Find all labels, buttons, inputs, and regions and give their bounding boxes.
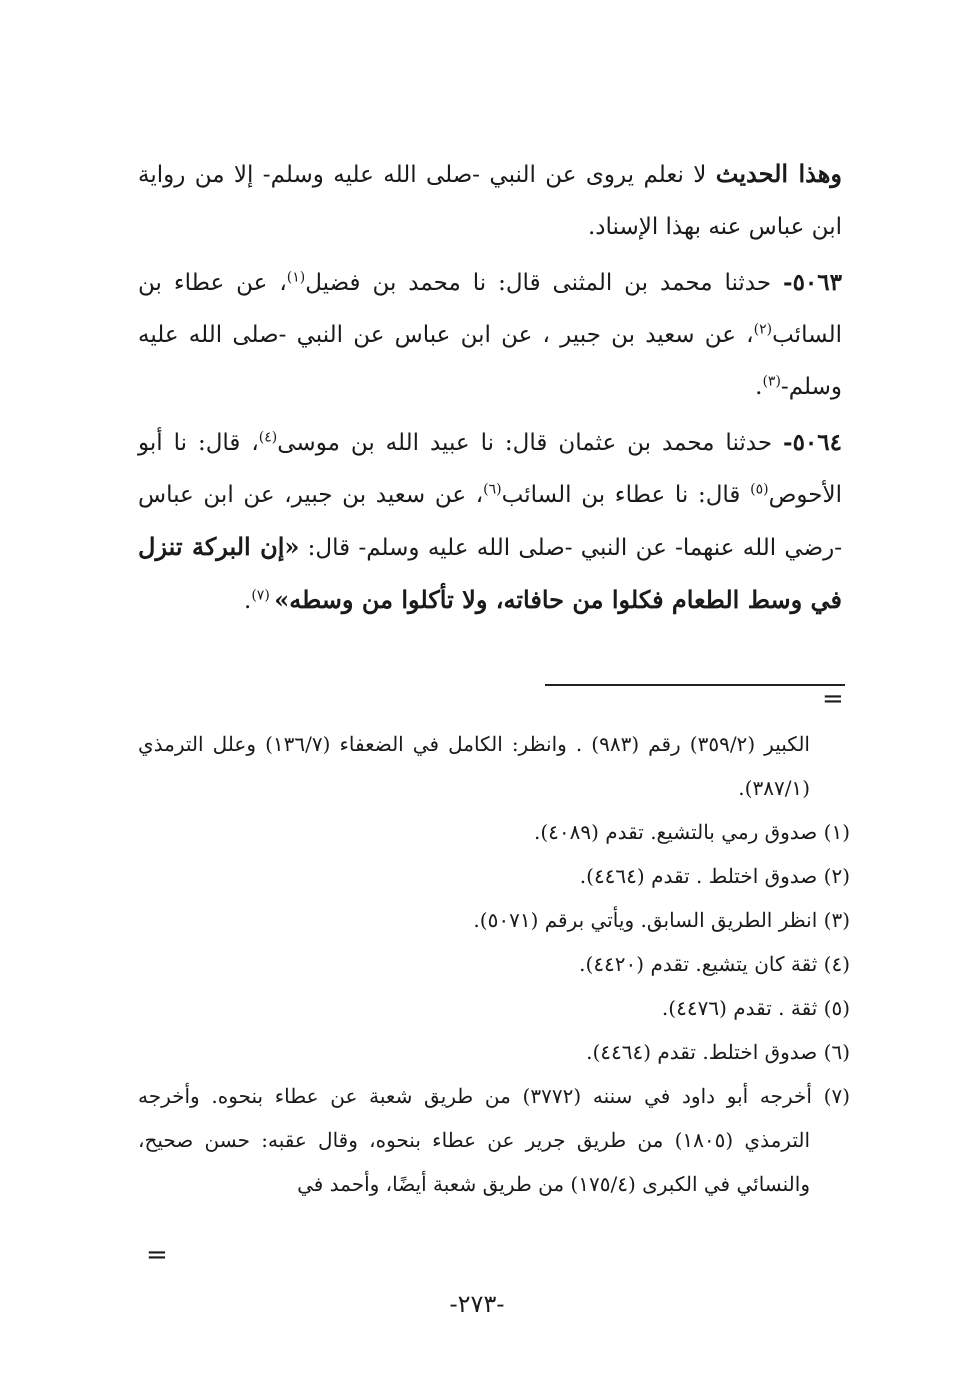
page-number: -٢٧٣-: [449, 1290, 505, 1318]
footnote-7: (٧) أخرجه أبو داود في سننه (٣٧٧٢) من طريق شعبة عن عطاء بنحوه. وأخرجه الترمذي (١٨٠٥) من طريق جرير عن عطاء بنحوه، وقال عقبه: حسن صحيح، والنسائي في الكبرى (١٧٥/٤) من طريق شعبة أيضًا، وأحمد في: [138, 1084, 851, 1196]
footnote-6: (٦) صدوق اختلط. تقدم (٤٤٦٤).: [586, 1040, 850, 1064]
continued-from-mark: =: [822, 684, 844, 714]
footnote-ref-7[interactable]: (٧): [251, 587, 275, 604]
footnote-ref-1[interactable]: (١): [286, 269, 306, 286]
hadith-quote: «إن البركة تنزل في وسط الطعام فكلوا من حافاته، ولا تأكلوا من وسطه»: [138, 532, 842, 614]
footnote-4: (٤) ثقة كان يتشيع. تقدم (٤٤٢٠).: [579, 952, 850, 976]
footnote-ref-2[interactable]: (٢): [753, 321, 773, 338]
footnote-ref-4[interactable]: (٤): [258, 429, 278, 446]
hadith-5063: ٥٠٦٣- حدثنا محمد بن المثنى قال: نا محمد بن فضيل$^{(١)}$، عن عطاء بن السائب$^{(٢)}$، عن سعيد بن جبير ، عن ابن عباس عن النبي -صلى الله عليه وسلم-$^{(٣)}$.: [138, 269, 842, 400]
footnote-1: (١) صدوق رمي بالتشيع. تقدم (٤٠٨٩).: [533, 820, 850, 844]
footnote-continuation: الكبير (٣٥٩/٢) رقم (٩٨٣) . وانظر: الكامل في الضعفاء (١٣٦/٧) وعلل الترمذي (٣٨٧/١).: [138, 732, 810, 800]
paragraph-comment: وهذا الحديث لا نعلم يروى عن النبي -صلى الله عليه وسلم- إلا من رواية ابن عباس عنه بهذا الإسناد.: [138, 159, 843, 240]
footnote-2: (٢) صدوق اختلط . تقدم (٤٤٦٤).: [579, 864, 850, 888]
hadith-5064: ٥٠٦٤- حدثنا محمد بن عثمان قال: نا عبيد الله بن موسى$^{(٤)}$، قال: نا أبو الأحوص$^{(٥)}$ قال: نا عطاء بن السائب$^{(٦)}$، عن سعيد بن جبير، عن ابن عباس -رضي الله عنهما- عن النبي -صلى الله عليه وسلم- قال: «إن البركة تنزل في وسط الطعام فكلوا من حافاته، ولا تأكلوا من وسطه» $^{(٧)}$.: [138, 429, 842, 614]
hadith-number: ٥٠٦٣-: [783, 269, 842, 296]
hadith-number: ٥٠٦٤-: [783, 429, 842, 456]
footnote-ref-3[interactable]: (٣): [762, 373, 781, 390]
lead-phrase: وهذا الحديث: [715, 159, 843, 188]
footnote-separator: [545, 684, 845, 686]
main-text: [138, 148, 842, 631]
continues-mark: =: [146, 1240, 168, 1270]
footnotes: [138, 722, 850, 1206]
footnote-5: (٥) ثقة . تقدم (٤٤٧٦).: [661, 996, 850, 1020]
footnote-ref-6[interactable]: (٦): [483, 481, 502, 498]
footnote-3: (٣) انظر الطريق السابق. ويأتي برقم (٥٠٧١).: [473, 908, 850, 932]
footnote-ref-5[interactable]: (٥): [750, 481, 769, 498]
